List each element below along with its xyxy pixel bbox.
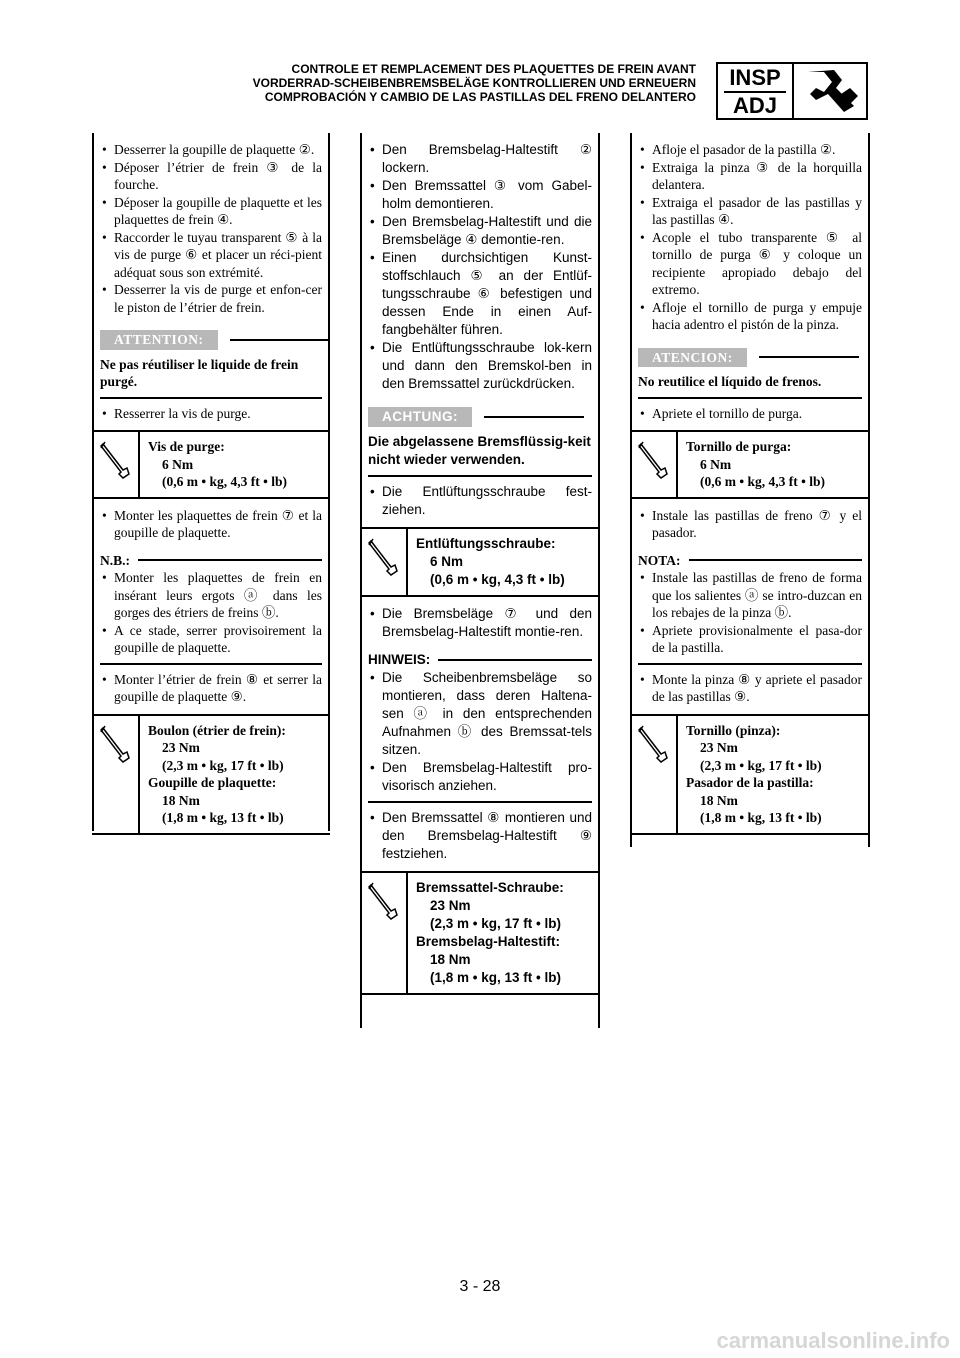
- torque-wrench-icon: [367, 881, 399, 921]
- torque-wrench-icon: [99, 440, 131, 480]
- torque-value: (1,8 m • kg, 13 ft • lb): [430, 970, 561, 985]
- torque-value: 23 Nm: [700, 740, 738, 755]
- step-item: • Resserrer la vis de purge.: [100, 405, 322, 423]
- step-item: • Den Bremssattel ③ vom Gabel-holm demontieren.: [368, 177, 592, 213]
- step-item: • Desserrer la goupille de plaquette ②.: [100, 141, 322, 159]
- torque-label: Vis de purge:: [148, 439, 225, 454]
- step-list: [100, 671, 322, 706]
- torque-spec: [92, 430, 330, 499]
- step-list: [368, 141, 592, 393]
- note-list: [368, 669, 592, 795]
- caution-label: ATENCION:: [638, 348, 747, 368]
- torque-value: (2,3 m • kg, 17 ft • lb): [430, 916, 561, 931]
- note-item: • Die Scheibenbremsbeläge so montieren, dass deren Haltena-sen ⓐ in den entsprechenden Aufnahmen ⓑ des Bremssat-tels sitzen.: [368, 669, 592, 759]
- torque-label: Entlüftungsschraube:: [416, 536, 556, 551]
- header-title-fr: CONTROLE ET REMPLACEMENT DES PLAQUETTES DE FREIN AVANT: [291, 62, 696, 76]
- step-item: • Die Entlüftungsschraube fest-ziehen.: [368, 483, 592, 519]
- step-item: • Monter l’étrier de frein ⑧ et serrer la goupille de plaquette ⑨.: [100, 671, 322, 706]
- step-item: • Instale las pastillas de freno ⑦ y el pasador.: [638, 507, 862, 542]
- torque-value: 18 Nm: [700, 792, 738, 808]
- column-spanish: [630, 133, 870, 847]
- step-item: • Déposer l’étrier de frein ③ de la fourche.: [100, 159, 322, 194]
- watermark: carmanualsonline.info: [716, 1328, 950, 1353]
- step-list: [100, 405, 322, 423]
- torque-wrench-icon: [637, 724, 669, 764]
- torque-wrench-icon: [99, 724, 131, 764]
- header-title-es: COMPROBACIÓN Y CAMBIO DE LAS PASTILLAS DEL FRENO DELANTERO: [264, 90, 696, 104]
- torque-value: 6 Nm: [430, 554, 464, 569]
- step-item: • Afloje el pasador de la pastilla ②.: [638, 141, 862, 159]
- step-item: • Monter les plaquettes de frein ⑦ et la goupille de plaquette.: [100, 507, 322, 542]
- torque-label: Tornillo (pinza):: [686, 722, 781, 738]
- step-list: [100, 141, 322, 316]
- step-item: • Desserrer la vis de purge et enfon-cer le piston de l’étrier de frein.: [100, 281, 322, 316]
- note-list: [100, 569, 322, 657]
- torque-value: 23 Nm: [430, 898, 471, 913]
- step-list: [368, 809, 592, 863]
- caution-text: No reutilice el líquido de frenos.: [638, 373, 862, 399]
- step-item: • Apriete el tornillo de purga.: [638, 405, 862, 423]
- torque-label: Bremsbelag-Haltestift:: [416, 934, 561, 949]
- torque-value: (2,3 m • kg, 17 ft • lb): [700, 757, 822, 773]
- step-list: [638, 507, 862, 542]
- note-item: • Den Bremsbelag-Haltestift pro-visorisch anziehen.: [368, 759, 592, 795]
- step-item: • Den Bremsbelag-Haltestift ② lockern.: [368, 141, 592, 177]
- header-title-de: VORDERRAD-SCHEIBENBREMSBELÄGE KONTROLLIEREN UND ERNEUERN: [252, 76, 696, 90]
- torque-value: (0,6 m • kg, 4,3 ft • lb): [700, 474, 825, 489]
- torque-label: Boulon (étrier de frein):: [148, 722, 286, 738]
- wrench-icon: [798, 66, 864, 116]
- note-list: [638, 569, 862, 657]
- step-item: • Extraiga el pasador de las pastillas y las pastillas ④.: [638, 194, 862, 229]
- step-item: • Extraiga la pinza ③ de la horquilla delantera.: [638, 159, 862, 194]
- step-list: [100, 507, 322, 542]
- torque-label: Pasador de la pastilla:: [686, 775, 814, 790]
- step-item: • Afloje el tornillo de purga y empuje hacia adentro el pistón de la pinza.: [638, 299, 862, 334]
- caution-text: Ne pas réutiliser le liquide de frein purgé.: [100, 356, 322, 399]
- note-item: • Monter les plaquettes de frein en insérant leurs ergots ⓐ dans les gorges des étriers de freins ⓑ.: [100, 569, 322, 622]
- torque-wrench-icon: [367, 537, 399, 577]
- tag-adj: ADJ: [732, 93, 777, 118]
- torque-spec: [360, 871, 600, 995]
- torque-value: (1,8 m • kg, 13 ft • lb): [162, 810, 284, 825]
- torque-value: (0,6 m • kg, 4,3 ft • lb): [162, 474, 287, 489]
- torque-spec: [360, 527, 600, 597]
- torque-value: (0,6 m • kg, 4,3 ft • lb): [430, 572, 565, 587]
- note-item: • Instale las pastillas de freno de forma que los salientes ⓐ se intro-duzcan en los rebajes de la pinza ⓑ.: [638, 569, 862, 622]
- note-item: • Apriete provisionalmente el pasa-dor de la pastilla.: [638, 622, 862, 657]
- torque-spec: [630, 714, 870, 835]
- step-list: [638, 405, 862, 423]
- step-list: [638, 141, 862, 334]
- note-label: HINWEIS:: [368, 652, 431, 667]
- note-item: • A ce stade, serrer provisoirement la goupille de plaquette.: [100, 622, 322, 657]
- page-number: 3 - 28: [459, 1278, 501, 1295]
- torque-value: 18 Nm: [430, 952, 471, 967]
- step-item: • Einen durchsichtigen Kunst-stoffschlauch ⑤ an der Entlüf-tungsschraube ⑥ befestigen und dessen Ende in einen Auf-fangbehälter führen.: [368, 249, 592, 339]
- step-item: • Den Bremsbelag-Haltestift und die Bremsbeläge ④ demontie-ren.: [368, 213, 592, 249]
- step-item: • Die Bremsbeläge ⑦ und den Bremsbelag-Haltestift montie-ren.: [368, 605, 592, 641]
- step-list: [368, 483, 592, 519]
- section-header: [160, 62, 696, 104]
- torque-label: Goupille de plaquette:: [148, 775, 277, 790]
- step-item: • Acople el tubo transparente ⑤ al tornillo de purga ⑥ y coloque un recipiente apropiado debajo del extremo.: [638, 229, 862, 299]
- caution-label: ACHTUNG:: [368, 407, 472, 427]
- torque-value: (1,8 m • kg, 13 ft • lb): [700, 810, 822, 825]
- column-french: [92, 133, 330, 831]
- torque-value: 6 Nm: [162, 456, 194, 472]
- caution-text: Die abgelassene Bremsflüssig-keit nicht wieder verwenden.: [368, 433, 592, 477]
- torque-value: 18 Nm: [162, 792, 200, 808]
- step-item: • Raccorder le tuyau transparent ⑤ à la vis de purge ⑥ et placer un réci-pient adéquat sous son extrémité.: [100, 229, 322, 282]
- note-label: NOTA:: [638, 552, 681, 568]
- insp-adj-tag: [716, 62, 868, 120]
- step-item: • Die Entlüftungsschraube lok-kern und dann den Bremskol-ben in den Bremssattel zurückdrücken.: [368, 339, 592, 393]
- torque-wrench-icon: [637, 440, 669, 480]
- column-german: [360, 133, 600, 1028]
- tag-insp: INSP: [729, 65, 781, 90]
- torque-spec: [92, 714, 330, 835]
- torque-label: Tornillo de purga:: [686, 439, 792, 454]
- torque-value: (2,3 m • kg, 17 ft • lb): [162, 757, 284, 773]
- step-item: • Monte la pinza ⑧ y apriete el pasador de las pastillas ⑨.: [638, 671, 862, 706]
- caution-label: ATTENTION:: [100, 330, 218, 350]
- step-list: [638, 671, 862, 706]
- torque-label: Bremssattel-Schraube:: [416, 880, 564, 895]
- torque-value: 6 Nm: [700, 456, 732, 472]
- torque-value: 23 Nm: [162, 740, 200, 755]
- note-label: N.B.:: [100, 552, 130, 568]
- step-list: [368, 605, 592, 641]
- step-item: • Déposer la goupille de plaquette et les plaquettes de frein ④.: [100, 194, 322, 229]
- step-item: • Den Bremssattel ⑧ montieren und den Bremsbelag-Haltestift ⑨ festziehen.: [368, 809, 592, 863]
- torque-spec: [630, 430, 870, 499]
